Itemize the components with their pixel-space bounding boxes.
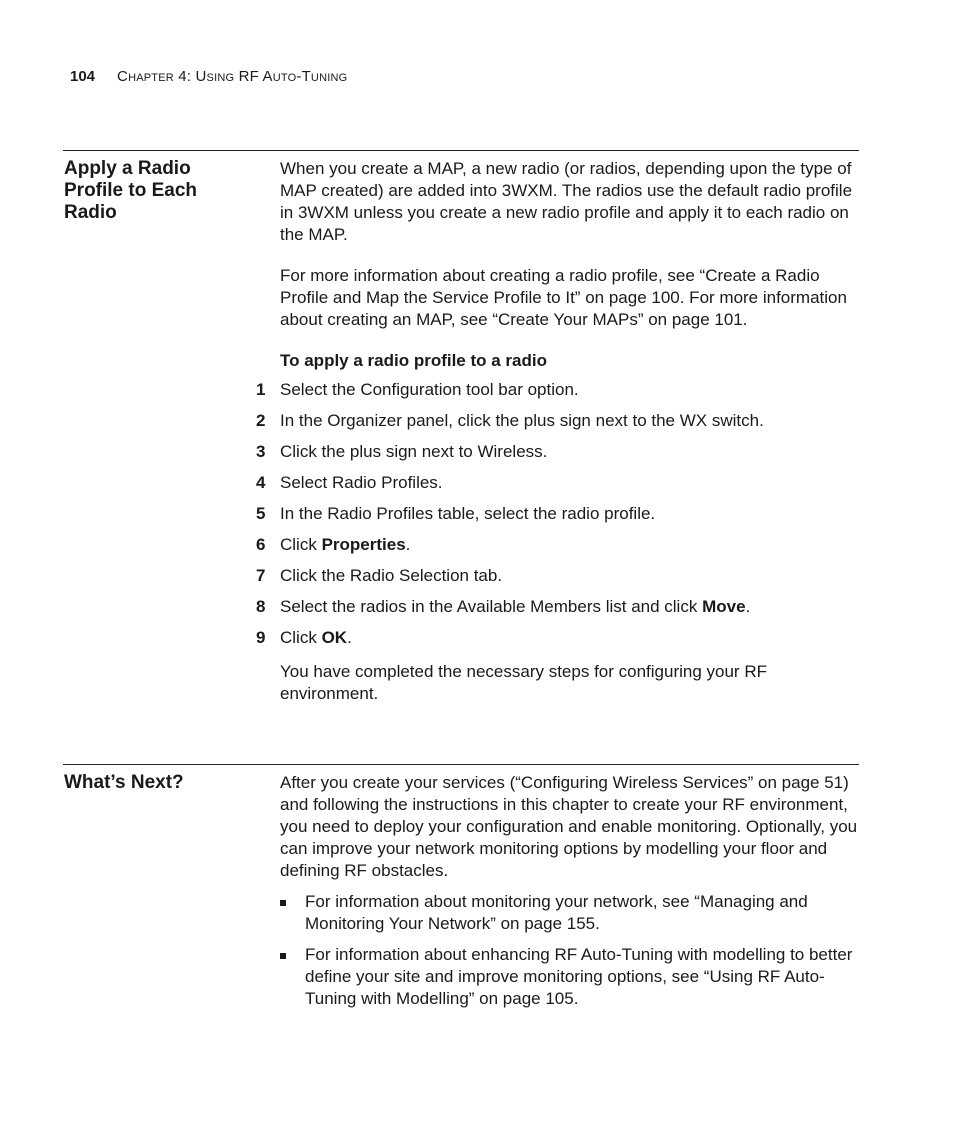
- step-text-bold: Properties: [321, 535, 406, 554]
- step-text-pre: Select the radios in the Available Members list and click: [280, 597, 703, 616]
- paragraph: For more information about creating a radio profile, see “Create a Radio Profile and Map the Service Profile to It” on page 100. For more information about creating an MAP, see “Create Your MAPs” on page 101.: [280, 266, 847, 329]
- section-divider-2: [63, 764, 859, 765]
- bullet-text: For information about monitoring your network, see “Managing and Monitoring Your Network” on page 155.: [305, 892, 808, 933]
- step-number: 3: [256, 442, 266, 461]
- paragraph: When you create a MAP, a new radio (or radios, depending upon the type of MAP created) are added into 3WXM. The radios use the default radio profile in 3WXM unless you create a new radio profile and apply it to each radio on the MAP.: [280, 159, 853, 244]
- step-number: 6: [256, 535, 266, 554]
- step-item: [256, 565, 860, 587]
- bullet-square-icon: [280, 953, 286, 959]
- bullet-text: For information about enhancing RF Auto-Tuning with modelling to better define your site and improve monitoring options, see “Using RF Auto-Tuning with Modelling” on page 105.: [305, 945, 853, 1008]
- step-item: [256, 596, 860, 618]
- step-text-bold: Move: [702, 597, 746, 616]
- paragraph: After you create your services (“Configuring Wireless Services” on page 51) and following the instructions in this chapter to create your RF environment, you need to deploy your configuration and enable monitoring. Optionally, you can improve your network monitoring options by modelling your floor and defining RF obstacles.: [280, 773, 858, 880]
- conclusion-paragraph: You have completed the necessary steps for configuring your RF environment.: [280, 662, 767, 703]
- step-item: [256, 472, 860, 494]
- step-item: [256, 534, 860, 556]
- step-number: 4: [256, 473, 266, 492]
- step-item: [256, 503, 860, 525]
- step-text: In the Organizer panel, click the plus sign next to the WX switch.: [280, 411, 764, 430]
- chapter-title: Chapter 4: Using RF Auto-Tuning: [117, 68, 348, 85]
- step-number: 2: [256, 411, 266, 430]
- bullet-list: [280, 891, 860, 1010]
- bullet-item: [280, 891, 860, 935]
- step-text: Select the Configuration tool bar option.: [280, 380, 579, 399]
- bullet-item: [280, 944, 860, 1010]
- step-text: Click the plus sign next to Wireless.: [280, 442, 548, 461]
- step-text-bold: OK: [321, 628, 348, 647]
- bullet-square-icon: [280, 900, 286, 906]
- step-text-pre: Click: [280, 535, 322, 554]
- section-body-whats-next: [280, 772, 860, 1019]
- step-text-post: .: [405, 535, 411, 554]
- step-item: [256, 379, 860, 401]
- step-text-post: .: [745, 597, 751, 616]
- step-text-pre: Click: [280, 628, 322, 647]
- page-number: 104: [70, 68, 96, 85]
- step-text: Select Radio Profiles.: [280, 473, 443, 492]
- procedure-title: To apply a radio profile to a radio: [280, 351, 547, 370]
- step-text: In the Radio Profiles table, select the radio profile.: [280, 504, 656, 523]
- page-header: [70, 68, 347, 85]
- step-text: Click the Radio Selection tab.: [280, 566, 503, 585]
- section-heading-whats-next: What’s Next?: [64, 772, 184, 793]
- section-body-apply-radio-profile: [256, 158, 860, 724]
- step-item: [256, 441, 860, 463]
- step-text-post: .: [347, 628, 352, 647]
- step-number: 1: [256, 380, 266, 399]
- step-list: [256, 379, 860, 649]
- step-number: 9: [256, 628, 266, 647]
- step-number: 5: [256, 504, 266, 523]
- section-divider-1: [63, 150, 859, 151]
- section-heading-apply-radio-profile: Apply a Radio Profile to Each Radio: [64, 158, 198, 223]
- step-item: [256, 410, 860, 432]
- step-number: 7: [256, 566, 266, 585]
- step-number: 8: [256, 597, 266, 616]
- step-item: [256, 627, 860, 649]
